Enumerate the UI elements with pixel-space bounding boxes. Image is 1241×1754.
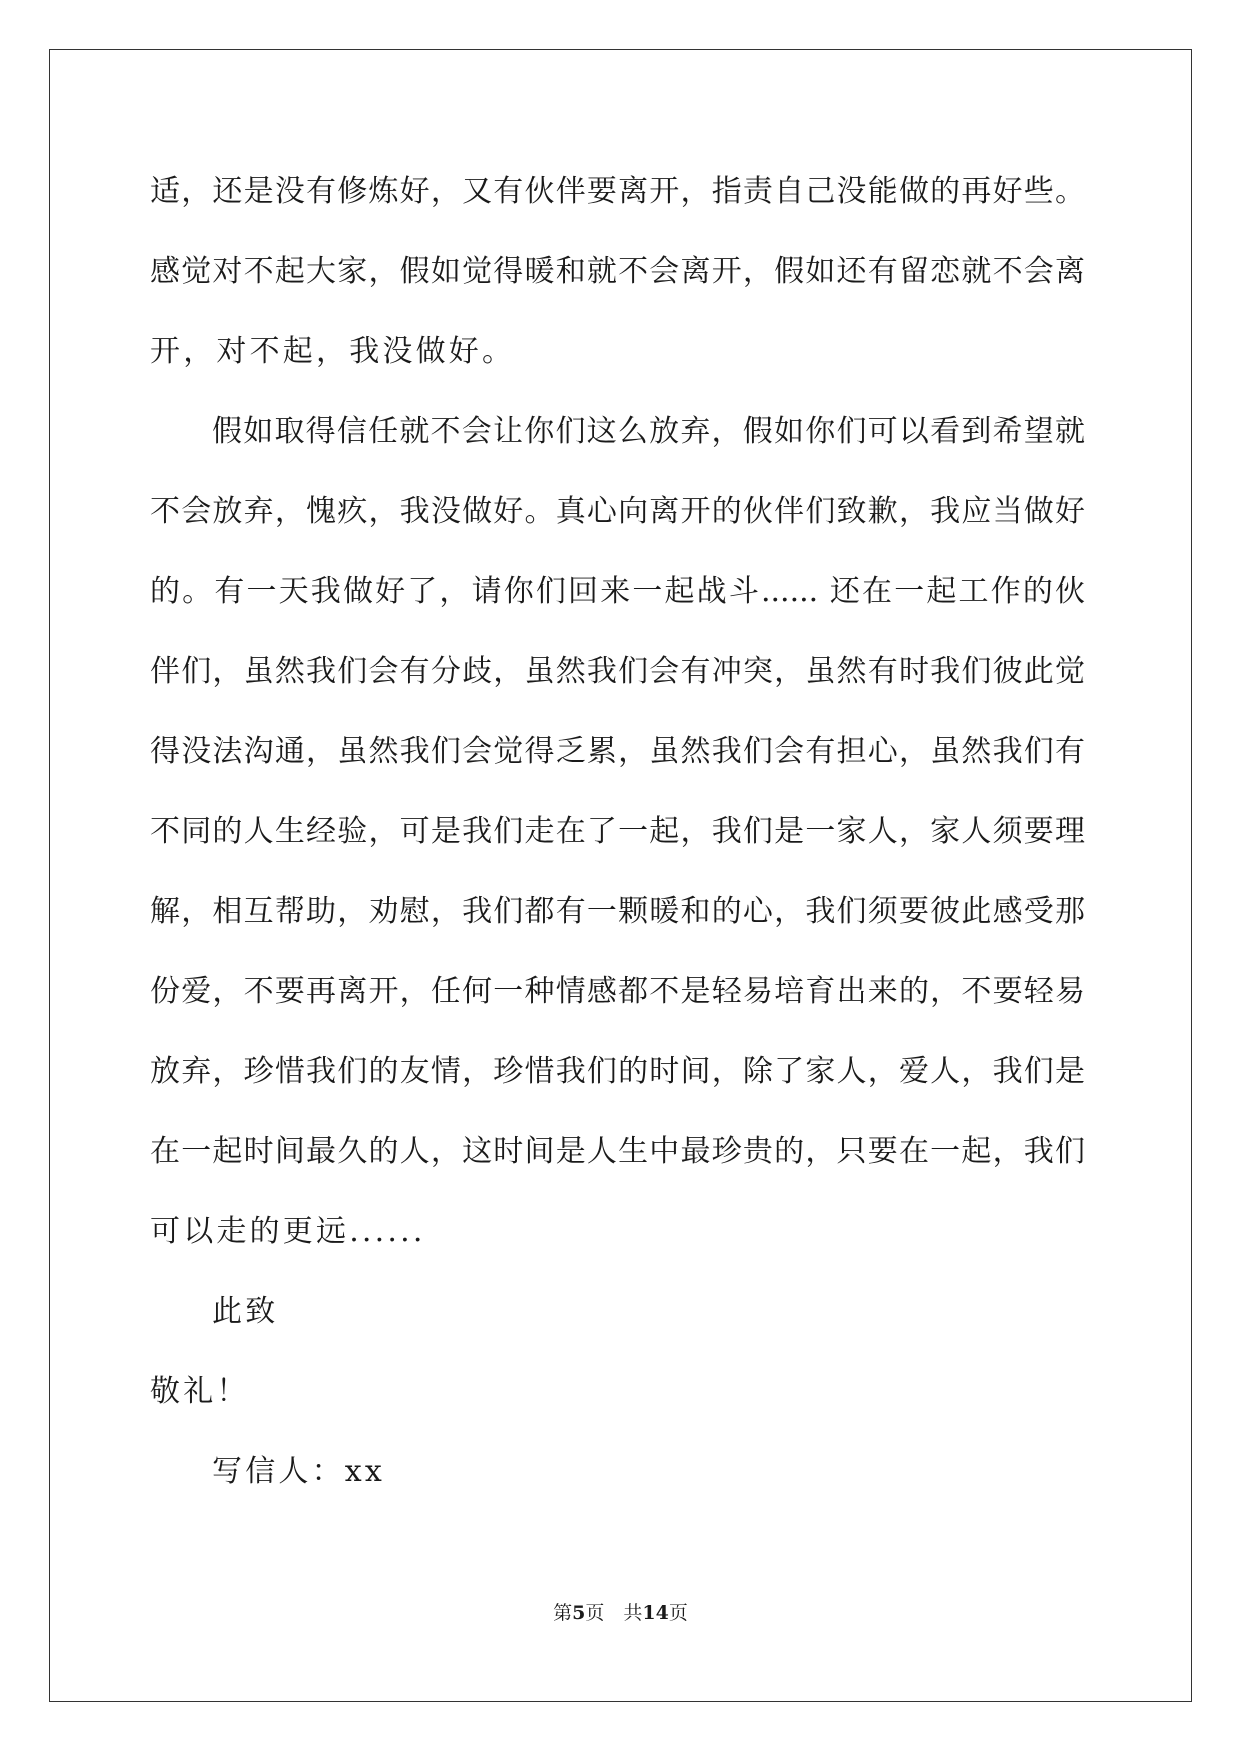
body-line: 不同的人生经验，可是我们走在了一起，我们是一家人，家人须要理 [150,814,1085,849]
body-line: 得没法沟通，虽然我们会觉得乏累，虽然我们会有担心，虽然我们有 [150,734,1085,769]
closing-regards: 敬礼！ [150,1374,250,1409]
body-line: 不会放弃，愧疚，我没做好。真心向离开的伙伴们致歉，我应当做好 [150,494,1085,529]
footer-mid: 页 共 [585,1602,643,1624]
signature-line: 写信人：xx [212,1454,386,1489]
body-line: 份爱，不要再离开，任何一种情感都不是轻易培育出来的，不要轻易 [150,974,1085,1009]
current-page-number: 5 [572,1602,586,1624]
body-line: 伴们，虽然我们会有分歧，虽然我们会有冲突，虽然有时我们彼此觉 [150,654,1085,689]
footer-suffix: 页 [668,1602,688,1624]
body-line: 开，对不起，我没做好。 [150,334,516,369]
closing-salutation: 此致 [212,1294,279,1329]
body-line: 适，还是没有修炼好，又有伙伴要离开，指责自己没能做的再好些。 [150,174,1085,209]
body-line: 的。有一天我做好了，请你们回来一起战斗...... 还在一起工作的伙 [150,574,1085,609]
body-line: 假如取得信任就不会让你们这么放弃，假如你们可以看到希望就 [212,414,1085,449]
body-line: 放弃，珍惜我们的友情，珍惜我们的时间，除了家人，爱人，我们是 [150,1054,1085,1089]
body-line: 可以走的更远...... [150,1214,426,1249]
total-page-number: 14 [642,1602,669,1624]
body-line: 感觉对不起大家，假如觉得暖和就不会离开，假如还有留恋就不会离 [150,254,1085,289]
body-line: 解，相互帮助，劝慰，我们都有一颗暖和的心，我们须要彼此感受那 [150,894,1085,929]
footer-prefix: 第 [553,1602,573,1624]
body-line: 在一起时间最久的人，这时间是人生中最珍贵的，只要在一起，我们 [150,1134,1085,1169]
page-number-footer [0,1601,1241,1625]
